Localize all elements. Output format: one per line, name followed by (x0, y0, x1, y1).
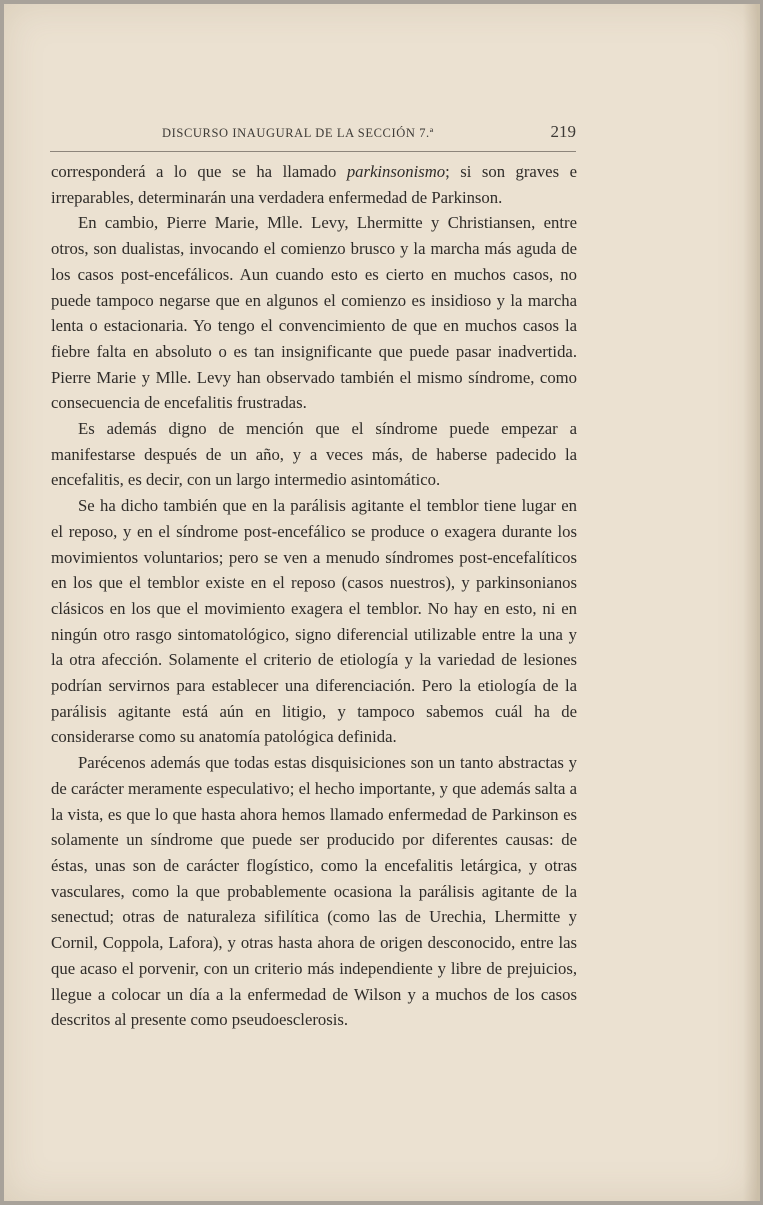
paragraph-1-text-end: ; si son graves e irreparables, determinarán una verdadera enfermedad de Parkinson. (51, 162, 577, 207)
paragraph-1-text-start: corresponderá a lo que se ha llamado (51, 162, 347, 181)
header-divider (50, 151, 576, 152)
book-page (4, 4, 760, 1201)
paragraph-5: Parécenos además que todas estas disquisiciones son un tanto abstractas y de carácter meramente especulativo; el hecho importante, y que además salta a la vista, es que lo que hasta ahora hemos llamado enfermedad de Parkinson es solamente un síndrome que puede ser producido por diferentes causas: de éstas, unas son de carácter flogístico, como la encefalitis letárgica, y otras vasculares, como la que probablemente ocasiona la parálisis agitante de la senectud; otras de naturaleza sifilítica (como las de Urechia, Lhermitte y Cornil, Coppola, Lafora), y otras hasta ahora de origen desconocido, entre las que acaso el porvenir, con un criterio más independiente y libre de prejuicios, llegue a colocar un día a la enfermedad de Wilson y a muchos de los casos descritos al presente como pseudoesclerosis. (51, 753, 577, 1030)
running-header (162, 122, 576, 146)
paragraph-4: Se ha dicho también que en la parálisis agitante el temblor tiene lugar en el reposo, y en el síndrome post-encefálico se produce o exagera durante los movimientos voluntarios; pero se ven a menudo síndromes post-encefalíticos en los que el temblor existe en el reposo (casos nuestros), y parkinsonianos clásicos en los que el movimiento exagera el temblor. No hay en esto, ni en ningún otro rasgo sintomatológico, signo diferencial utilizable entre la una y la otra afección. Solamente el criterio de etiología y la variedad de lesiones podrían servirnos para establecer una diferenciación. Pero la etiología de la parálisis agitante está aún en litigio, y tampoco sabemos cuál ha de considerarse como su anatomía patológica definida. (51, 496, 577, 747)
paragraph-2: En cambio, Pierre Marie, Mlle. Levy, Lhermitte y Christiansen, entre otros, son dualistas, invocando el comienzo brusco y la marcha más aguda de los casos post-encefálicos. Aun cuando esto es cierto en muchos casos, no puede tampoco negarse que en algunos el comienzo es insidioso y la marcha lenta o estacionaria. Yo tengo el convencimiento de que en muchos casos la fiebre falta en absoluto o es tan insignificante que puede pasar inadvertida. Pierre Marie y Mlle. Levy han observado también el mismo síndrome, como consecuencia de encefalitis frustradas. (51, 213, 577, 413)
paragraph-1 (51, 159, 577, 210)
running-header-title: DISCURSO INAUGURAL DE LA SECCIÓN 7.ª (162, 126, 434, 140)
parkinsonismo-term: parkinsonismo (346, 162, 446, 181)
body-text (51, 159, 577, 1033)
paragraph-3: Es además digno de mención que el síndrome puede empezar a manifestarse después de un año, y a veces más, de haberse padecido la encefalitis, es decir, con un largo intermedio asintomático. (51, 419, 577, 490)
page-number: 219 (550, 122, 576, 141)
